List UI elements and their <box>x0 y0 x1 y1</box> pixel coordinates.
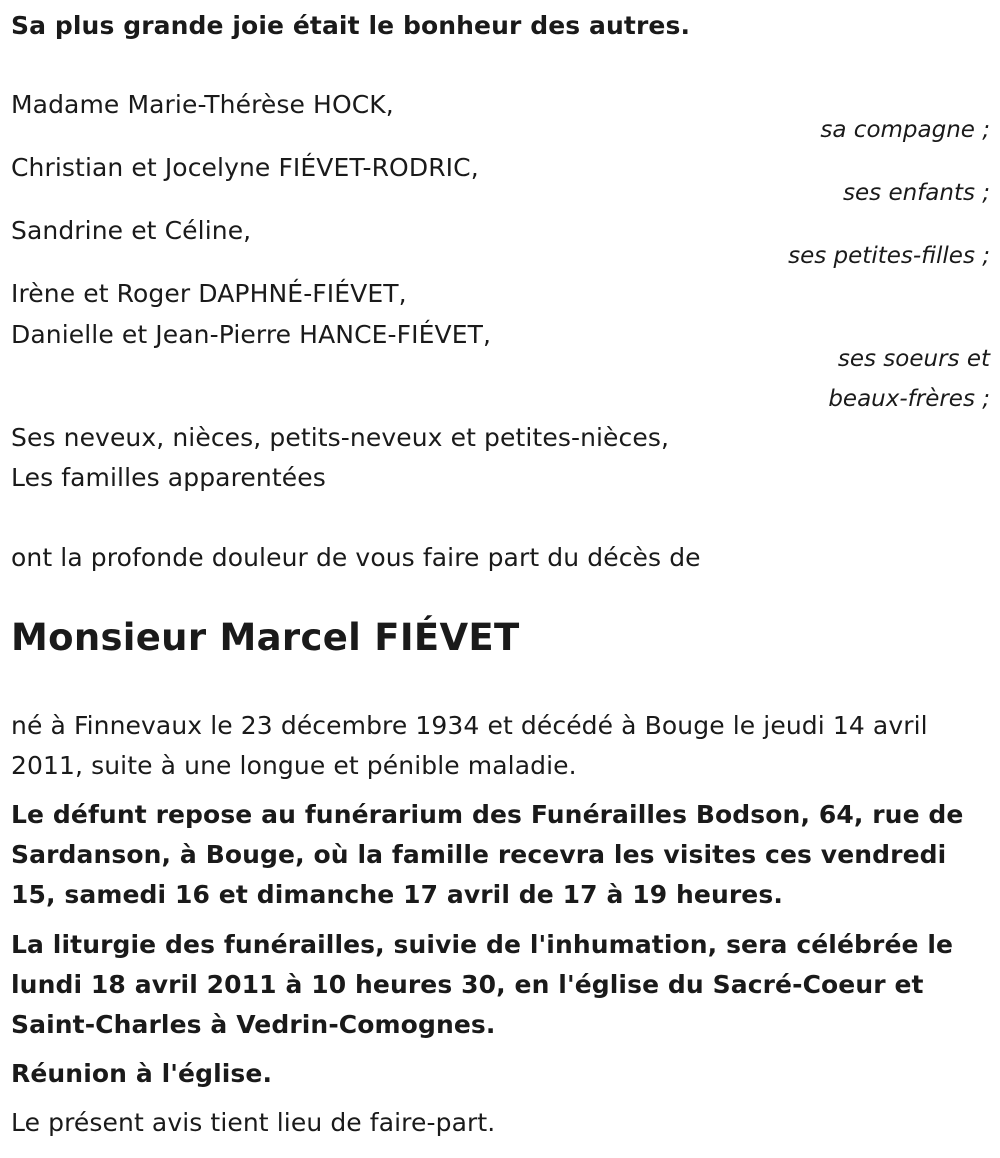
deceased-name: Monsieur Marcel FIÉVET <box>11 616 520 659</box>
meeting-text: Réunion à l'église. <box>11 1059 273 1088</box>
relation-sisters-line-1: ses soeurs et <box>837 346 990 372</box>
announcement: ont la profonde douleur de vous faire part du décès de <box>11 543 701 572</box>
relation-children: ses enfants ; <box>843 180 990 206</box>
other-relatives-2: Les familles apparentées <box>11 463 326 492</box>
relation-sisters-line-2: beaux-frères ; <box>828 386 990 412</box>
family-name-sister-1: Irène et Roger DAPHNÉ-FIÉVET, <box>11 279 407 308</box>
other-relatives-1: Ses neveux, nièces, petits-neveux et petites-nièces, <box>11 423 670 452</box>
family-name-granddaughters: Sandrine et Céline, <box>11 216 252 245</box>
family-name-sister-2: Danielle et Jean-Pierre HANCE-FIÉVET, <box>11 320 492 349</box>
motto: Sa plus grande joie était le bonheur des autres. <box>11 11 691 40</box>
relation-granddaughters: ses petites-filles ; <box>788 243 990 269</box>
relation-companion: sa compagne ; <box>820 117 990 143</box>
family-name-children: Christian et Jocelyne FIÉVET-RODRIC, <box>11 153 479 182</box>
notice-text: Le présent avis tient lieu de faire-part. <box>11 1108 496 1137</box>
birth-death-text: né à Finnevaux le 23 décembre 1934 et décédé à Bouge le jeudi 14 avril 2011, suite à une longue et pénible maladie. <box>11 711 928 780</box>
visitation-text: Le défunt repose au funérarium des Funérailles Bodson, 64, rue de Sardanson, à Bouge, où la famille recevra les visites ces vendredi 15, samedi 16 et dimanche 17 avril de 17 à 19 heures. <box>11 800 964 909</box>
family-name-companion: Madame Marie-Thérèse HOCK, <box>11 90 394 119</box>
liturgy-text: La liturgie des funérailles, suivie de l'inhumation, sera célébrée le lundi 18 avril 2011 à 10 heures 30, en l'église du Sacré-Coeur et Saint-Charles à Vedrin-Comognes. <box>11 930 954 1039</box>
